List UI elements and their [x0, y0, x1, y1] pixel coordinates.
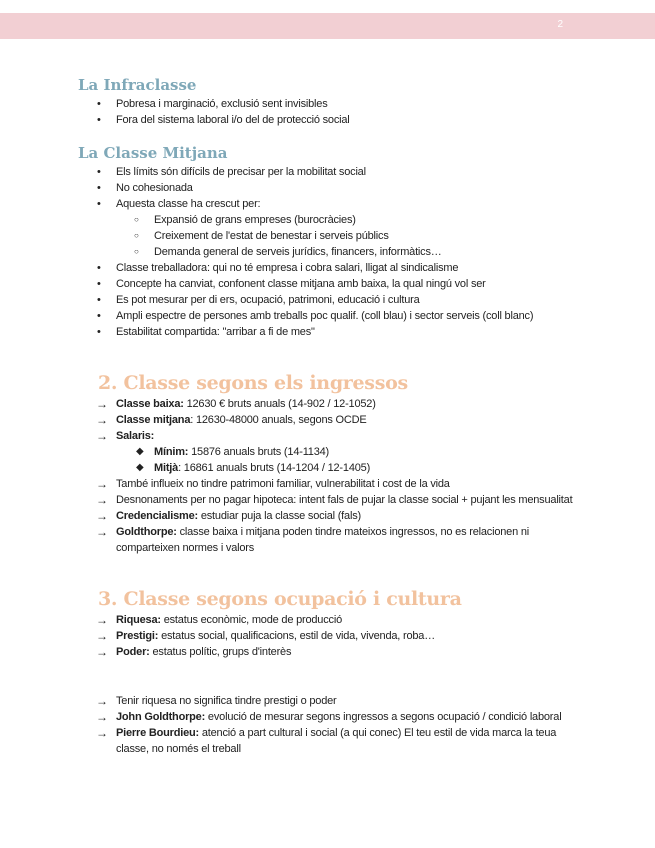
list-item: • Concepte ha canviat, confonent classe mitjana amb baixa, la qual ningú vol ser: [78, 276, 578, 292]
list-item: → Classe baixa: 12630 € bruts anuals (14-902 / 12-1052): [78, 396, 578, 412]
infraclasse-list: [78, 96, 578, 128]
classe-mitjana-list-continued: [78, 260, 578, 340]
list-item: • Aquesta classe ha crescut per:: [78, 196, 578, 212]
list-item: → Pierre Bourdieu: atenció a part cultural i social (a qui conec) El teu estil de vida marca la teua classe, no només el treball: [78, 725, 578, 757]
ocupacio-list: [78, 612, 578, 660]
ocupacio-list-continued: [78, 693, 578, 757]
sub-list-item: ○ Creixement de l'estat de benestar i serveis públics: [78, 228, 578, 244]
salaris-sublist: [78, 444, 578, 476]
section-heading-infraclasse: La Infraclasse: [78, 76, 197, 94]
page-number: 2: [557, 19, 563, 30]
list-item: → Prestigi: estatus social, qualificacions, estil de vida, vivenda, roba…: [78, 628, 578, 644]
section-heading-classe-mitjana: La Classe Mitjana: [78, 144, 228, 162]
list-item: → John Goldthorpe: evolució de mesurar segons ingressos a segons ocupació / condició laboral: [78, 709, 578, 725]
section-heading-ingressos: 2. Classe segons els ingressos: [98, 372, 408, 394]
list-item: → També influeix no tindre patrimoni familiar, vulnerabilitat i cost de la vida: [78, 476, 578, 492]
list-item: → Desnonaments per no pagar hipoteca: intent fals de pujar la classe social + pujant les mensualitat: [78, 492, 578, 508]
list-item: → Riquesa: estatus econòmic, mode de producció: [78, 612, 578, 628]
list-item: → Credencialisme: estudiar puja la classe social (fals): [78, 508, 578, 524]
sub-list-item: ○ Expansió de grans empreses (burocràcies): [78, 212, 578, 228]
sub-list-item: ◆ Mitjà: 16861 anuals bruts (14-1204 / 12-1405): [78, 460, 578, 476]
section-heading-ocupacio: 3. Classe segons ocupació i cultura: [98, 588, 462, 610]
list-item: • Classe treballadora: qui no té empresa i cobra salari, lligat al sindicalisme: [78, 260, 578, 276]
header-bar: [0, 13, 655, 39]
list-item: • Pobresa i marginació, exclusió sent invisibles: [78, 96, 578, 112]
list-item: • Estabilitat compartida: "arribar a fi de mes": [78, 324, 578, 340]
document-body: [78, 74, 578, 757]
sub-list-item: ○ Demanda general de serveis jurídics, financers, informàtics…: [78, 244, 578, 260]
ingressos-list: [78, 396, 578, 444]
list-item: → Tenir riquesa no significa tindre prestigi o poder: [78, 693, 578, 709]
list-item: → Poder: estatus polític, grups d'interès: [78, 644, 578, 660]
classe-mitjana-list: [78, 164, 578, 212]
sub-list-item: ◆ Mínim: 15876 anuals bruts (14-1134): [78, 444, 578, 460]
list-item: • Ampli espectre de persones amb treballs poc qualif. (coll blau) i sector serveis (coll blanc): [78, 308, 578, 324]
list-item: → Goldthorpe: classe baixa i mitjana poden tindre mateixos ingressos, no es relacionen ni comparteixen normes i valors: [78, 524, 578, 556]
list-item: • No cohesionada: [78, 180, 578, 196]
list-item: • Es pot mesurar per di ers, ocupació, patrimoni, educació i cultura: [78, 292, 578, 308]
list-item: • Fora del sistema laboral i/o del de protecció social: [78, 112, 578, 128]
list-item: → Classe mitjana: 12630-48000 anuals, segons OCDE: [78, 412, 578, 428]
ingressos-list-continued: [78, 476, 578, 556]
list-item: → Salaris:: [78, 428, 578, 444]
list-item: • Els límits són difícils de precisar per la mobilitat social: [78, 164, 578, 180]
classe-mitjana-sublist: [78, 212, 578, 260]
